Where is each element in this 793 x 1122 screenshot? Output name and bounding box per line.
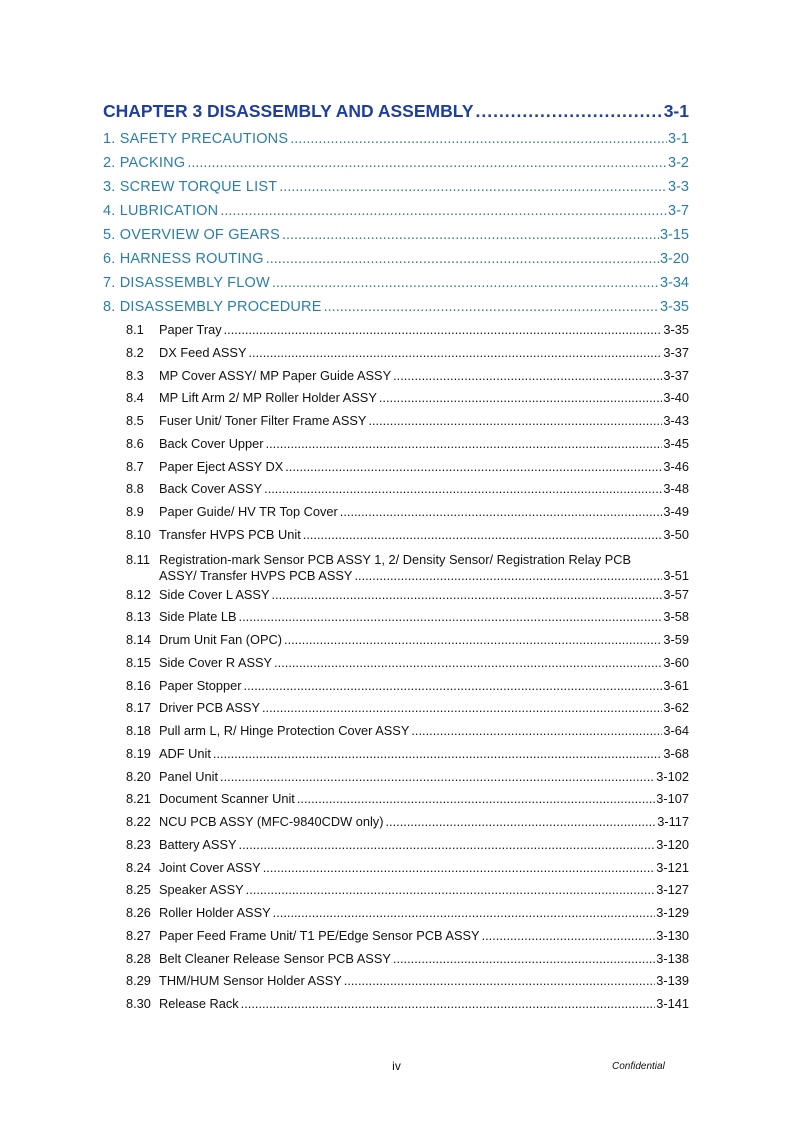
subsection-page: 3-68 — [663, 745, 689, 761]
subsection-number: 8.20 — [126, 768, 151, 784]
subsection-title: Joint Cover ASSY — [159, 859, 261, 875]
dot-leader — [266, 433, 663, 456]
subsection-number: 8.11 — [126, 551, 150, 567]
toc-section-entry[interactable] — [103, 175, 689, 199]
toc-subsection-entry[interactable] — [103, 720, 689, 743]
dot-leader — [239, 834, 656, 857]
subsection-label — [126, 993, 239, 1016]
subsection-page: 3-60 — [663, 654, 689, 670]
subsection-label — [126, 410, 366, 433]
subsection-page: 3-127 — [656, 882, 689, 898]
subsection-page: 3-35 — [663, 322, 689, 337]
subsection-page: 3-61 — [663, 677, 689, 693]
subsection-title: Speaker ASSY — [159, 882, 244, 898]
toc-subsection-entry[interactable] — [103, 501, 689, 524]
confidential-label: Confidential — [612, 1061, 665, 1072]
toc-section-entry[interactable] — [103, 295, 689, 319]
toc-section-entry[interactable] — [103, 271, 689, 295]
toc-subsection-entry[interactable] — [103, 925, 689, 948]
toc-subsection-entry[interactable] — [103, 606, 689, 629]
subsection-title-continued: ASSY/ Transfer HVPS PCB ASSY — [159, 567, 353, 583]
subsection-page: 3-141 — [656, 996, 689, 1011]
subsection-title: Registration-mark Sensor PCB ASSY 1, 2/ Density Sensor/ Registration Relay PCB — [159, 551, 632, 567]
toc-subsection-entry[interactable] — [103, 410, 689, 433]
subsection-title: Battery ASSY — [159, 836, 237, 852]
toc-subsection-entry[interactable] — [103, 834, 689, 857]
dot-leader — [244, 675, 663, 698]
subsection-page: 3-46 — [663, 458, 689, 474]
subsection-number: 8.23 — [126, 836, 151, 852]
subsection-page: 3-45 — [663, 435, 689, 451]
dot-leader — [297, 788, 655, 811]
subsection-label — [126, 387, 377, 410]
subsection-title: Document Scanner Unit — [159, 791, 295, 807]
toc-subsection-entry[interactable] — [103, 524, 689, 547]
subsection-title: Paper Eject ASSY DX — [159, 458, 284, 474]
subsection-number: 8.4 — [126, 390, 144, 406]
toc-subsection-entry[interactable] — [103, 342, 689, 365]
subsection-number: 8.6 — [126, 435, 144, 451]
subsection-label — [126, 857, 261, 880]
subsection-title: Pull arm L, R/ Hinge Protection Cover ASSY — [159, 723, 410, 738]
toc-subsection-entry[interactable] — [103, 456, 689, 479]
subsection-number: 8.17 — [126, 700, 151, 716]
dot-leader — [224, 319, 663, 342]
dot-leader — [266, 247, 659, 271]
dot-leader — [393, 365, 662, 388]
subsection-label — [126, 697, 260, 720]
subsection-label — [126, 834, 237, 857]
section-page: 3-7 — [668, 203, 689, 219]
subsection-page: 3-40 — [663, 390, 689, 406]
subsection-title: Drum Unit Fan (OPC) — [159, 632, 283, 647]
subsection-page: 3-130 — [656, 927, 689, 943]
section-page: 3-34 — [659, 275, 689, 291]
dot-leader — [368, 410, 662, 433]
toc-subsection-entry[interactable] — [103, 675, 689, 698]
dot-leader — [411, 720, 662, 743]
subsection-label — [126, 720, 409, 743]
subsection-page: 3-57 — [663, 586, 689, 602]
subsection-number: 8.12 — [126, 586, 151, 602]
subsection-label — [126, 584, 270, 607]
chapter-page: 3-1 — [663, 101, 689, 121]
subsection-title: Driver PCB ASSY — [159, 700, 260, 716]
subsection-number: 8.14 — [126, 632, 151, 647]
section-title: 2. PACKING — [103, 155, 186, 171]
dot-leader — [284, 629, 662, 652]
subsection-title: Release Rack — [159, 996, 239, 1011]
toc-subsection-entry[interactable] — [103, 478, 689, 501]
subsection-label — [126, 925, 480, 948]
subsection-label — [126, 629, 282, 652]
subsection-title: Back Cover ASSY — [159, 481, 263, 497]
subsection-label — [126, 501, 338, 524]
subsection-page: 3-139 — [656, 973, 689, 989]
toc-subsection-entry[interactable] — [103, 788, 689, 811]
subsection-number: 8.27 — [126, 927, 151, 943]
subsection-title: Paper Feed Frame Unit/ T1 PE/Edge Sensor PCB ASSY — [159, 927, 480, 943]
subsection-page: 3-49 — [663, 504, 689, 519]
subsection-page: 3-43 — [663, 413, 689, 428]
subsection-label — [126, 743, 211, 766]
subsection-title: Paper Stopper — [159, 677, 242, 693]
toc-subsection-entry[interactable] — [103, 970, 689, 993]
section-title: 4. LUBRICATION — [103, 203, 219, 219]
subsection-page: 3-58 — [663, 609, 689, 625]
subsection-page: 3-117 — [657, 814, 689, 829]
subsection-number: 8.16 — [126, 677, 151, 693]
subsection-page: 3-129 — [656, 905, 689, 920]
subsection-number: 8.2 — [126, 344, 144, 360]
toc-subsection-entry[interactable] — [103, 743, 689, 766]
dot-leader — [482, 925, 656, 948]
subsection-label — [126, 766, 218, 789]
section-page: 3-1 — [668, 131, 689, 147]
subsection-label — [126, 478, 262, 501]
dot-leader — [249, 342, 663, 365]
subsection-page: 3-64 — [663, 723, 689, 738]
dot-leader — [282, 223, 659, 247]
toc-subsection-entry[interactable] — [103, 948, 689, 971]
subsection-page: 3-37 — [663, 367, 689, 383]
dot-leader — [354, 568, 662, 584]
subsection-label — [126, 524, 301, 547]
subsection-number: 8.25 — [126, 882, 151, 898]
subsection-number: 8.13 — [126, 609, 151, 625]
subsection-label — [126, 342, 247, 365]
toc-chapter-entry[interactable] — [103, 99, 689, 124]
dot-leader — [290, 127, 667, 151]
chapter-title: CHAPTER 3 DISASSEMBLY AND ASSEMBLY — [103, 101, 474, 121]
section-title: 1. SAFETY PRECAUTIONS — [103, 131, 289, 147]
toc-subsection-entry[interactable] — [103, 433, 689, 456]
dot-leader — [220, 766, 655, 789]
dot-leader — [476, 99, 663, 124]
dot-leader — [246, 879, 656, 902]
subsection-title: DX Feed ASSY — [159, 344, 247, 360]
section-page: 3-3 — [668, 179, 689, 195]
subsection-line-2 — [126, 568, 689, 584]
toc-section-entry[interactable] — [103, 151, 689, 175]
subsection-page: 3-51 — [663, 567, 689, 583]
subsection-number: 8.15 — [126, 654, 151, 670]
subsection-page: 3-107 — [656, 791, 689, 807]
subsection-label — [126, 675, 242, 698]
dot-leader — [385, 811, 656, 834]
toc-subsection-entry[interactable] — [103, 902, 689, 925]
subsection-title: ADF Unit — [159, 745, 211, 761]
subsection-number: 8.18 — [126, 723, 151, 738]
subsection-number: 8.26 — [126, 905, 151, 920]
subsection-page: 3-121 — [656, 859, 689, 875]
subsection-title: Paper Guide/ HV TR Top Cover — [159, 504, 338, 519]
toc-subsection-entry[interactable] — [103, 766, 689, 789]
dot-leader — [272, 271, 659, 295]
dot-leader — [220, 199, 667, 223]
subsection-number: 8.1 — [126, 322, 144, 337]
dot-leader — [340, 501, 663, 524]
subsection-label — [126, 365, 391, 388]
subsection-title: Side Cover R ASSY — [159, 654, 273, 670]
toc-subsection-entry[interactable] — [103, 584, 689, 607]
dot-leader — [344, 970, 656, 993]
dot-leader — [285, 456, 662, 479]
dot-leader — [273, 902, 656, 925]
toc-section-entry[interactable] — [103, 199, 689, 223]
subsection-page: 3-50 — [663, 526, 689, 542]
subsection-number: 8.19 — [126, 745, 151, 761]
section-page: 3-2 — [668, 155, 689, 171]
toc-subsection-entry[interactable] — [103, 811, 689, 834]
toc-subsection-entry[interactable] — [103, 547, 689, 584]
dot-leader — [272, 584, 663, 607]
subsection-page: 3-102 — [656, 768, 689, 784]
subsection-label — [126, 433, 264, 456]
toc-subsection-entry[interactable] — [103, 319, 689, 342]
subsection-label — [126, 319, 222, 342]
subsection-number: 8.21 — [126, 791, 151, 807]
subsection-number: 8.5 — [126, 413, 144, 428]
subsection-page: 3-37 — [663, 344, 689, 360]
subsection-title: Side Plate LB — [159, 609, 237, 625]
dot-leader — [379, 387, 663, 410]
section-title: 8. DISASSEMBLY PROCEDURE — [103, 299, 322, 315]
toc-section-entry[interactable] — [103, 127, 689, 151]
subsection-label — [126, 948, 391, 971]
subsection-number: 8.8 — [126, 481, 144, 497]
subsection-page: 3-138 — [656, 950, 689, 966]
subsection-title: MP Lift Arm 2/ MP Roller Holder ASSY — [159, 390, 377, 406]
dot-leader — [279, 175, 667, 199]
toc-subsection-entry[interactable] — [103, 652, 689, 675]
subsection-title: Panel Unit — [159, 768, 219, 784]
dot-leader — [303, 524, 663, 547]
subsection-number: 8.24 — [126, 859, 151, 875]
page-number: iv — [392, 1059, 401, 1073]
toc-section-entry[interactable] — [103, 223, 689, 247]
subsection-number: 8.9 — [126, 504, 144, 519]
subsection-text-block — [126, 551, 689, 584]
toc-subsection-entry[interactable] — [103, 993, 689, 1016]
subsection-line-1 — [126, 551, 689, 568]
section-page: 3-15 — [659, 227, 689, 243]
subsection-number: 8.3 — [126, 367, 144, 383]
dot-leader — [213, 743, 662, 766]
toc-subsection-entry[interactable] — [103, 387, 689, 410]
dot-leader — [239, 606, 663, 629]
toc-subsection-entry[interactable] — [103, 857, 689, 880]
subsection-label — [126, 811, 383, 834]
dot-leader — [262, 697, 662, 720]
section-page: 3-20 — [659, 251, 689, 267]
subsection-label — [126, 879, 244, 902]
subsection-title: Paper Tray — [159, 322, 222, 337]
subsection-title: NCU PCB ASSY (MFC-9840CDW only) — [159, 814, 384, 829]
toc-subsection-entry[interactable] — [103, 365, 689, 388]
section-title: 6. HARNESS ROUTING — [103, 251, 264, 267]
dot-leader — [187, 151, 667, 175]
section-page: 3-35 — [659, 299, 689, 315]
subsection-title: Back Cover Upper — [159, 435, 264, 451]
subsection-number: 8.22 — [126, 814, 151, 829]
subsection-title: Side Cover L ASSY — [159, 586, 270, 602]
subsection-label — [126, 606, 237, 629]
section-title: 7. DISASSEMBLY FLOW — [103, 275, 270, 291]
subsection-title: Roller Holder ASSY — [159, 905, 271, 920]
subsection-number: 8.30 — [126, 996, 151, 1011]
dot-leader — [274, 652, 662, 675]
subsection-label — [126, 456, 283, 479]
subsection-page: 3-48 — [663, 481, 689, 497]
subsection-number: 8.29 — [126, 973, 151, 989]
dot-leader — [393, 948, 655, 971]
subsection-number: 8.28 — [126, 950, 151, 966]
toc-section-entry[interactable] — [103, 247, 689, 271]
dot-leader — [324, 295, 659, 319]
subsection-label — [126, 970, 342, 993]
toc-subsection-entry[interactable] — [103, 879, 689, 902]
section-title: 5. OVERVIEW OF GEARS — [103, 227, 280, 243]
dot-leader — [263, 857, 656, 880]
dot-leader — [264, 478, 662, 501]
toc-subsection-entry[interactable] — [103, 697, 689, 720]
subsection-label — [126, 902, 271, 925]
dot-leader — [241, 993, 656, 1016]
subsection-page: 3-120 — [656, 836, 689, 852]
subsection-label — [126, 652, 272, 675]
subsection-number: 8.7 — [126, 458, 144, 474]
toc-subsection-entry[interactable] — [103, 629, 689, 652]
subsection-number: 8.10 — [126, 526, 151, 542]
toc-subsections — [103, 319, 689, 1016]
subsection-page: 3-59 — [663, 632, 689, 647]
subsection-title: MP Cover ASSY/ MP Paper Guide ASSY — [159, 367, 392, 383]
section-title: 3. SCREW TORQUE LIST — [103, 179, 278, 195]
subsection-title: THM/HUM Sensor Holder ASSY — [159, 973, 342, 989]
subsection-title: Fuser Unit/ Toner Filter Frame ASSY — [159, 413, 367, 428]
toc-sections — [103, 127, 689, 319]
table-of-contents — [103, 99, 689, 1016]
subsection-label — [126, 788, 295, 811]
subsection-page: 3-62 — [663, 700, 689, 716]
subsection-title: Transfer HVPS PCB Unit — [159, 526, 301, 542]
subsection-title: Belt Cleaner Release Sensor PCB ASSY — [159, 950, 391, 966]
